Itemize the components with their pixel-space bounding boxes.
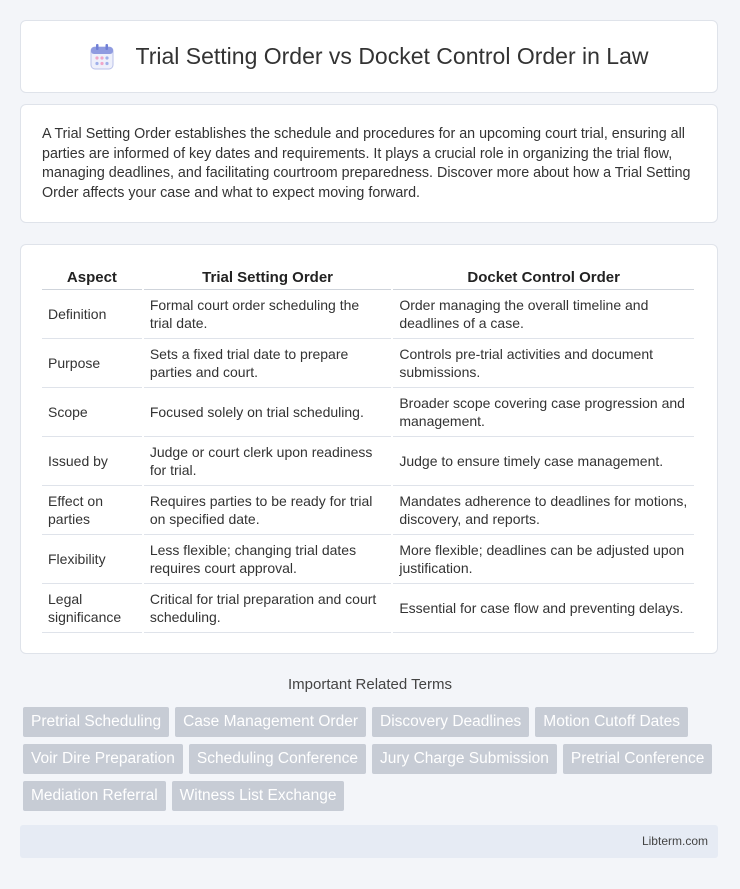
docket-control-cell: Judge to ensure timely case management. <box>393 437 694 486</box>
trial-setting-cell: Focused solely on trial scheduling. <box>144 388 392 437</box>
intro-card <box>20 104 718 223</box>
aspect-cell: Scope <box>42 388 142 437</box>
trial-setting-cell: Critical for trial preparation and court scheduling. <box>144 584 392 633</box>
related-term-tag[interactable]: Witness List Exchange <box>172 781 345 811</box>
table-header-row <box>42 265 694 290</box>
related-term-tag[interactable]: Pretrial Conference <box>563 744 713 774</box>
docket-control-cell: Order managing the overall timeline and deadlines of a case. <box>393 290 694 339</box>
table-row <box>42 535 694 584</box>
aspect-cell: Flexibility <box>42 535 142 584</box>
aspect-cell: Purpose <box>42 339 142 388</box>
table-row <box>42 339 694 388</box>
calendar-icon <box>90 44 114 70</box>
aspect-cell: Legal significance <box>42 584 142 633</box>
related-term-tag[interactable]: Voir Dire Preparation <box>23 744 183 774</box>
aspect-cell: Issued by <box>42 437 142 486</box>
related-term-tag[interactable]: Jury Charge Submission <box>372 744 557 774</box>
docket-control-cell: Essential for case flow and preventing delays. <box>393 584 694 633</box>
column-header-docket-control-order: Docket Control Order <box>393 265 694 290</box>
related-term-tag[interactable]: Case Management Order <box>175 707 366 737</box>
footer-site-link[interactable]: Libterm.com <box>641 834 708 848</box>
docket-control-cell: Broader scope covering case progression and management. <box>393 388 694 437</box>
trial-setting-cell: Judge or court clerk upon readiness for trial. <box>144 437 392 486</box>
docket-control-cell: Controls pre-trial activities and document submissions. <box>393 339 694 388</box>
intro-text: A Trial Setting Order establishes the schedule and procedures for an upcoming court trial, ensuring all parties are informed of key dates and requirements. It plays a crucial role in organizing the trial flow, managing deadlines, and facilitating courtroom preparedness. Discover more about how a Trial Setting Order affects your case and what to expect moving forward. <box>42 126 691 201</box>
table-row <box>42 437 694 486</box>
page-title: Trial Setting Order vs Docket Control Order in Law <box>135 43 649 69</box>
related-terms-heading: Important Related Terms <box>288 676 452 693</box>
docket-control-cell: Mandates adherence to deadlines for motions, discovery, and reports. <box>393 486 694 535</box>
aspect-cell: Effect on parties <box>42 486 142 535</box>
title-card <box>20 20 718 93</box>
table-row <box>42 584 694 633</box>
footer <box>20 825 718 858</box>
related-term-tag[interactable]: Pretrial Scheduling <box>23 707 169 737</box>
table-row <box>42 486 694 535</box>
related-term-tag[interactable]: Mediation Referral <box>23 781 166 811</box>
table-row <box>42 388 694 437</box>
comparison-table <box>40 265 696 633</box>
trial-setting-cell: Formal court order scheduling the trial date. <box>144 290 392 339</box>
related-term-tag[interactable]: Scheduling Conference <box>189 744 366 774</box>
docket-control-cell: More flexible; deadlines can be adjusted upon justification. <box>393 535 694 584</box>
trial-setting-cell: Requires parties to be ready for trial on specified date. <box>144 486 392 535</box>
column-header-aspect: Aspect <box>42 265 142 290</box>
comparison-card <box>20 244 718 654</box>
trial-setting-cell: Sets a fixed trial date to prepare parties and court. <box>144 339 392 388</box>
trial-setting-cell: Less flexible; changing trial dates requires court approval. <box>144 535 392 584</box>
aspect-cell: Definition <box>42 290 142 339</box>
related-term-tag[interactable]: Discovery Deadlines <box>372 707 529 737</box>
related-term-tag[interactable]: Motion Cutoff Dates <box>535 707 688 737</box>
table-row <box>42 290 694 339</box>
related-terms-list <box>23 707 723 818</box>
column-header-trial-setting-order: Trial Setting Order <box>144 265 392 290</box>
